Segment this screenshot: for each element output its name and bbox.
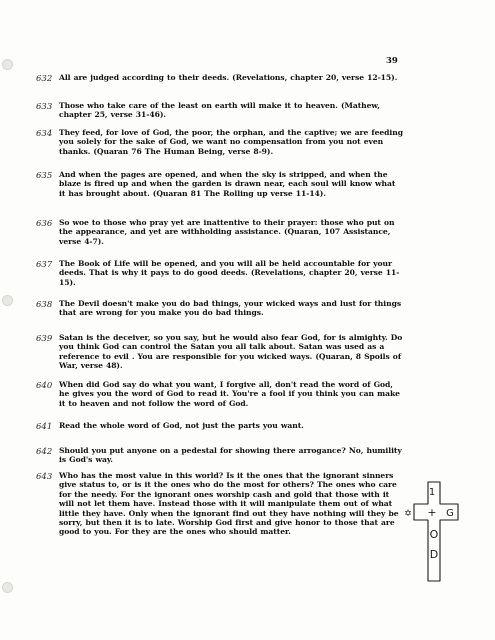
entry-number: 643 (36, 472, 53, 482)
entry-number: 635 (36, 171, 53, 181)
entry-number: 633 (36, 102, 53, 112)
binder-hole (2, 59, 13, 70)
entry-text: Read the whole word of God, not just the parts you want. (59, 421, 304, 430)
entry-text: Satan is the deceiver, so you say, but he would also fear God, for is almighty. Do you think God can control the Satan you all talk about. Satan was used as a reference to evil . You are responsible for you wicked ways. (Quaran, 8 Spoils of War, verse 48). (59, 333, 403, 371)
cross-letter-d: D (429, 548, 439, 561)
entry-number: 637 (36, 260, 53, 270)
entry-text: They feed, for love of God, the poor, the orphan, and the captive; we are feeding you solely for the sake of God, we want no compensation from you not even thanks. (Quaran 76 The Human Being, verse 8-9). (59, 128, 403, 156)
entry-number: 640 (36, 381, 53, 391)
entry-text: The Book of Life will be opened, and you will all be held accountable for your deeds. That is why it pays to do good deeds. (Revelations, chapter 20, verse 11-15). (59, 259, 400, 287)
entry-number: 634 (36, 129, 53, 139)
entry-text: When did God say do what you want, I forgive all, don't read the word of God, he gives you the word of God to read it. You're a fool if you think you can make it to heaven and not follow the word of God. (59, 380, 400, 408)
cross-letter-g: G (446, 508, 454, 519)
cross-letter-plus: + (427, 506, 437, 519)
cross-letter-o: O (429, 528, 439, 541)
entry-text: Who has the most value in this world? Is it the ones that the ignorant sinners give status to, or is it the ones who do the most for others? The ones who care for the needy. For the ignorant ones worship cash and gold that those with it will not let them have. Instead those with it will manipulate them out of what little they have. Only when the ignorant find out they have nothing will they be sorry, but then it is to late. Worship God first and give honor to those that are good to you. For they are the ones who should matter. (59, 471, 399, 537)
entry-text: All are judged according to their deeds. (Revelations, chapter 20, verse 12-15). (59, 73, 398, 82)
entry-number: 642 (36, 447, 53, 457)
cross-letter-1: 1 (428, 487, 436, 498)
binder-hole (2, 582, 13, 593)
entry-number: 638 (36, 300, 53, 310)
entry-text: And when the pages are opened, and when the sky is stripped, and when the blaze is fired up and when the garden is drawn near, each soul will know what it has brought about. (Quaran 81 The Rolling up verse 11-14). (59, 170, 396, 198)
entry-text: Those who take care of the least on earth will make it to heaven. (Mathew, chapter 25, verse 31-46). (59, 101, 380, 120)
binder-hole (2, 295, 13, 306)
entry-text: Should you put anyone on a pedestal for showing there arrogance? No, humility is God's way. (59, 446, 402, 465)
star-of-david-icon: ✡ (404, 509, 412, 519)
hand-drawn-cross (404, 478, 460, 584)
entry-number: 632 (36, 74, 53, 84)
entry-number: 641 (36, 422, 53, 432)
entry-number: 636 (36, 219, 53, 229)
entry-number: 639 (36, 334, 53, 344)
entry-text: So woe to those who pray yet are inattentive to their prayer: those who put on the appearance, and yet are withholding assistance. (Quaran, 107 Assistance, verse 4-7). (59, 218, 395, 246)
page-number: 39 (386, 56, 398, 66)
entry-text: The Devil doesn't make you do bad things, your wicked ways and lust for things that are wrong for you make you do bad things. (59, 299, 402, 318)
